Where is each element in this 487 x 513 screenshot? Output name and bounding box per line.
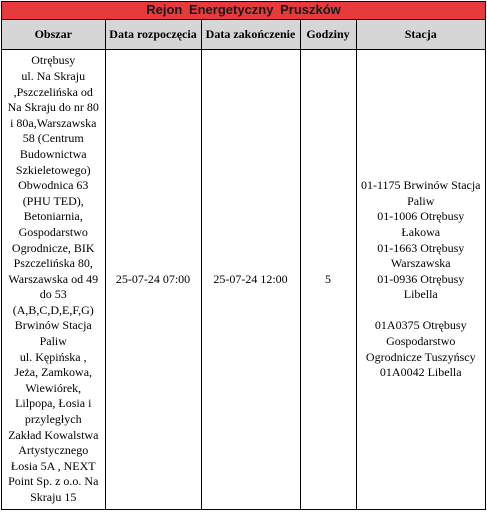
obszar-line: (A,B,C,D,E,F,G) [12,302,94,317]
obszar-line: (PHU TED), [22,193,84,208]
station-line: Paliw [407,193,435,208]
header-obszar: Obszar [2,20,105,50]
obszar-line: Pszczelińska 80, [13,256,93,271]
obszar-line: i 80a,Warszawska [10,115,97,130]
obszar-line: Jeża, Zamkowa, [14,365,93,380]
end-date-cell: 25-07-24 12:00 [201,50,300,510]
obszar-line: Artystycznego [18,443,89,458]
obszar-line: Szkieletowego) [15,162,91,177]
obszar-line: Obwodnica 63 [18,178,89,193]
station-line: 01A0375 Otrębusy [374,318,467,333]
obszar-line: Wiewiórek, [25,380,82,395]
obszar-line: Gospodarstwo [18,224,88,239]
obszar-line: ul. Kępińska , [19,349,87,364]
obszar-line: Warszawska od 49 [8,271,99,286]
start-date-cell: 25-07-24 07:00 [105,50,201,510]
obszar-line: Paliw [39,334,67,349]
station-line: Ogrodnicze Tuszyńscy [365,349,476,364]
station-line: Libella [403,287,438,302]
obszar-line: Ogrodnicze, BIK [11,240,95,255]
obszar-line: Na Skraju do nr 80 [7,100,99,115]
header-hours: Godziny [300,20,356,50]
outage-sheet [1,1,486,510]
obszar-lines [3,53,104,505]
station-line: Gospodarstwo [386,334,456,349]
header-row [2,20,485,50]
obszar-line: Budownictwa [19,146,87,161]
header-station: Stacja [356,20,485,50]
obszar-cell [2,50,105,510]
station-line: Warszawska [390,256,451,271]
hours-cell: 5 [300,50,356,510]
header-start-date: Data rozpoczęcia [105,20,201,50]
obszar-line: ul. Na Skraju [21,68,86,83]
station-line: 01-0936 Otrębusy [377,271,465,286]
obszar-line: Brwinów Stacja [14,318,92,333]
station-line: Łakowa [401,224,441,239]
region-title: Rejon Energetyczny Pruszków [2,2,485,20]
obszar-line: przyległych [24,412,82,427]
obszar-line: Point Sp. z o.o. Na [8,474,99,489]
obszar-line: do 53 [39,287,67,302]
header-end-date: Data zakończenie [201,20,300,50]
station-line: 01-1663 Otrębusy [377,240,465,255]
station-gap [358,303,485,319]
obszar-line: Otrębusy [31,53,76,68]
outage-table [2,20,485,509]
station-line: 01A0042 Libella [379,365,462,380]
station-cell [356,50,485,510]
station-line: 01-1175 Brwinów Stacja [360,178,481,193]
station-line: 01-1006 Otrębusy [377,209,465,224]
station-lines [358,178,485,381]
obszar-line: Betoniarnia, [23,209,83,224]
obszar-line: Skraju 15 [30,490,77,505]
obszar-line: Łosia 5A , NEXT [10,458,96,473]
obszar-line: 58 (Centrum [22,131,84,146]
obszar-line: Zakład Kowalstwa [8,427,99,442]
obszar-line: Lilpopa, Łosia i [15,396,92,411]
table-row [2,50,485,510]
obszar-line: ,Pszczelińska od [13,84,93,99]
